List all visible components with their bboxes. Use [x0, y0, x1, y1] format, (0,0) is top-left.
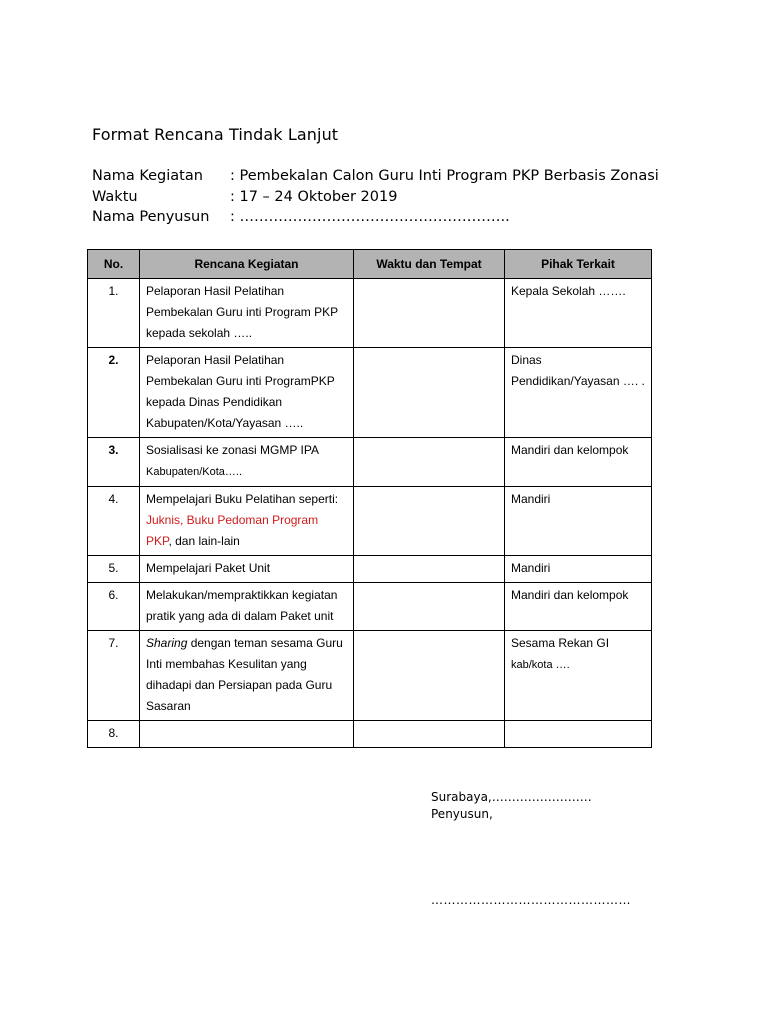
- row-no: 1.: [88, 279, 140, 348]
- row-pihak: Mandiri dan kelompok: [505, 583, 652, 631]
- nama-kegiatan-value: : Pembekalan Calon Guru Inti Program PKP Berbasis Zonasi: [230, 168, 659, 184]
- row-no: 5.: [88, 556, 140, 583]
- penyusun-value: : ………………………………………………..: [230, 209, 510, 225]
- table-row: [88, 438, 652, 487]
- signature-line: …………………………………………: [431, 893, 631, 907]
- row-rencana-suffix: dengan teman sesama Guru Inti membahas Kesulitan yang dihadapi dan Persiapan pada Guru Sasaran: [146, 636, 343, 713]
- row-rencana: Pelaporan Hasil Pelatihan Pembekalan Guru inti Program PKP kepada sekolah …..: [140, 279, 354, 348]
- row-waktu: [354, 438, 505, 487]
- header-waktu: Waktu dan Tempat: [354, 250, 505, 279]
- row-waktu: [354, 348, 505, 438]
- row-waktu: [354, 721, 505, 748]
- row-rencana-highlight: Juknis, Buku Pedoman Program PKP: [146, 513, 319, 548]
- row-no: 3.: [88, 438, 140, 487]
- row-rencana: [140, 487, 354, 556]
- row-rencana-line2: Kabupaten/Kota…..: [146, 466, 243, 478]
- table-row: [88, 583, 652, 631]
- signature-city-date: Surabaya,…………………….: [431, 790, 592, 804]
- row-pihak: [505, 721, 652, 748]
- row-no: 4.: [88, 487, 140, 556]
- row-rencana: Mempelajari Paket Unit: [140, 556, 354, 583]
- table-header-row: [88, 250, 652, 279]
- row-waktu: [354, 487, 505, 556]
- row-pihak: Mandiri dan kelompok: [505, 438, 652, 487]
- row-pihak: Kepala Sekolah …….: [505, 279, 652, 348]
- row-no: 2.: [88, 348, 140, 438]
- row-rencana-italic: Sharing: [146, 636, 188, 650]
- row-rencana-suffix: , dan lain-lain: [168, 534, 240, 548]
- row-waktu: [354, 583, 505, 631]
- row-pihak: [505, 631, 652, 721]
- row-no: 8.: [88, 721, 140, 748]
- row-rencana: Pelaporan Hasil Pelatihan Pembekalan Guru inti ProgramPKP kepada Dinas Pendidikan Kabupaten/Kota/Yayasan …..: [140, 348, 354, 438]
- row-waktu: [354, 631, 505, 721]
- waktu-value: : 17 – 24 Oktober 2019: [230, 189, 398, 205]
- row-rencana-line1: Sosialisasi ke zonasi MGMP IPA: [146, 443, 319, 457]
- header-no: No.: [88, 250, 140, 279]
- document-title: Format Rencana Tindak Lanjut: [92, 125, 339, 144]
- table-row: [88, 487, 652, 556]
- row-pihak-line2: kab/kota ….: [511, 659, 570, 671]
- row-pihak: Mandiri: [505, 487, 652, 556]
- row-pihak: Mandiri: [505, 556, 652, 583]
- row-rencana: Melakukan/mempraktikkan kegiatan pratik yang ada di dalam Paket unit: [140, 583, 354, 631]
- penyusun-label: Nama Penyusun: [92, 209, 210, 225]
- nama-kegiatan-label: Nama Kegiatan: [92, 168, 203, 184]
- table-row: [88, 721, 652, 748]
- table-row: [88, 279, 652, 348]
- row-waktu: [354, 556, 505, 583]
- row-no: 6.: [88, 583, 140, 631]
- header-pihak: Pihak Terkait: [505, 250, 652, 279]
- row-waktu: [354, 279, 505, 348]
- rtl-table: [87, 249, 652, 748]
- row-no: 7.: [88, 631, 140, 721]
- row-pihak: Dinas Pendidikan/Yayasan …. .: [505, 348, 652, 438]
- header-rencana: Rencana Kegiatan: [140, 250, 354, 279]
- row-rencana: [140, 631, 354, 721]
- row-rencana: [140, 438, 354, 487]
- signature-role: Penyusun,: [431, 807, 493, 821]
- row-pihak-line1: Sesama Rekan GI: [511, 636, 610, 650]
- row-rencana: [140, 721, 354, 748]
- table-row: [88, 556, 652, 583]
- table-row: [88, 631, 652, 721]
- waktu-label: Waktu: [92, 189, 138, 205]
- table-row: [88, 348, 652, 438]
- row-rencana-text: Mempelajari Buku Pelatihan seperti:: [146, 492, 339, 506]
